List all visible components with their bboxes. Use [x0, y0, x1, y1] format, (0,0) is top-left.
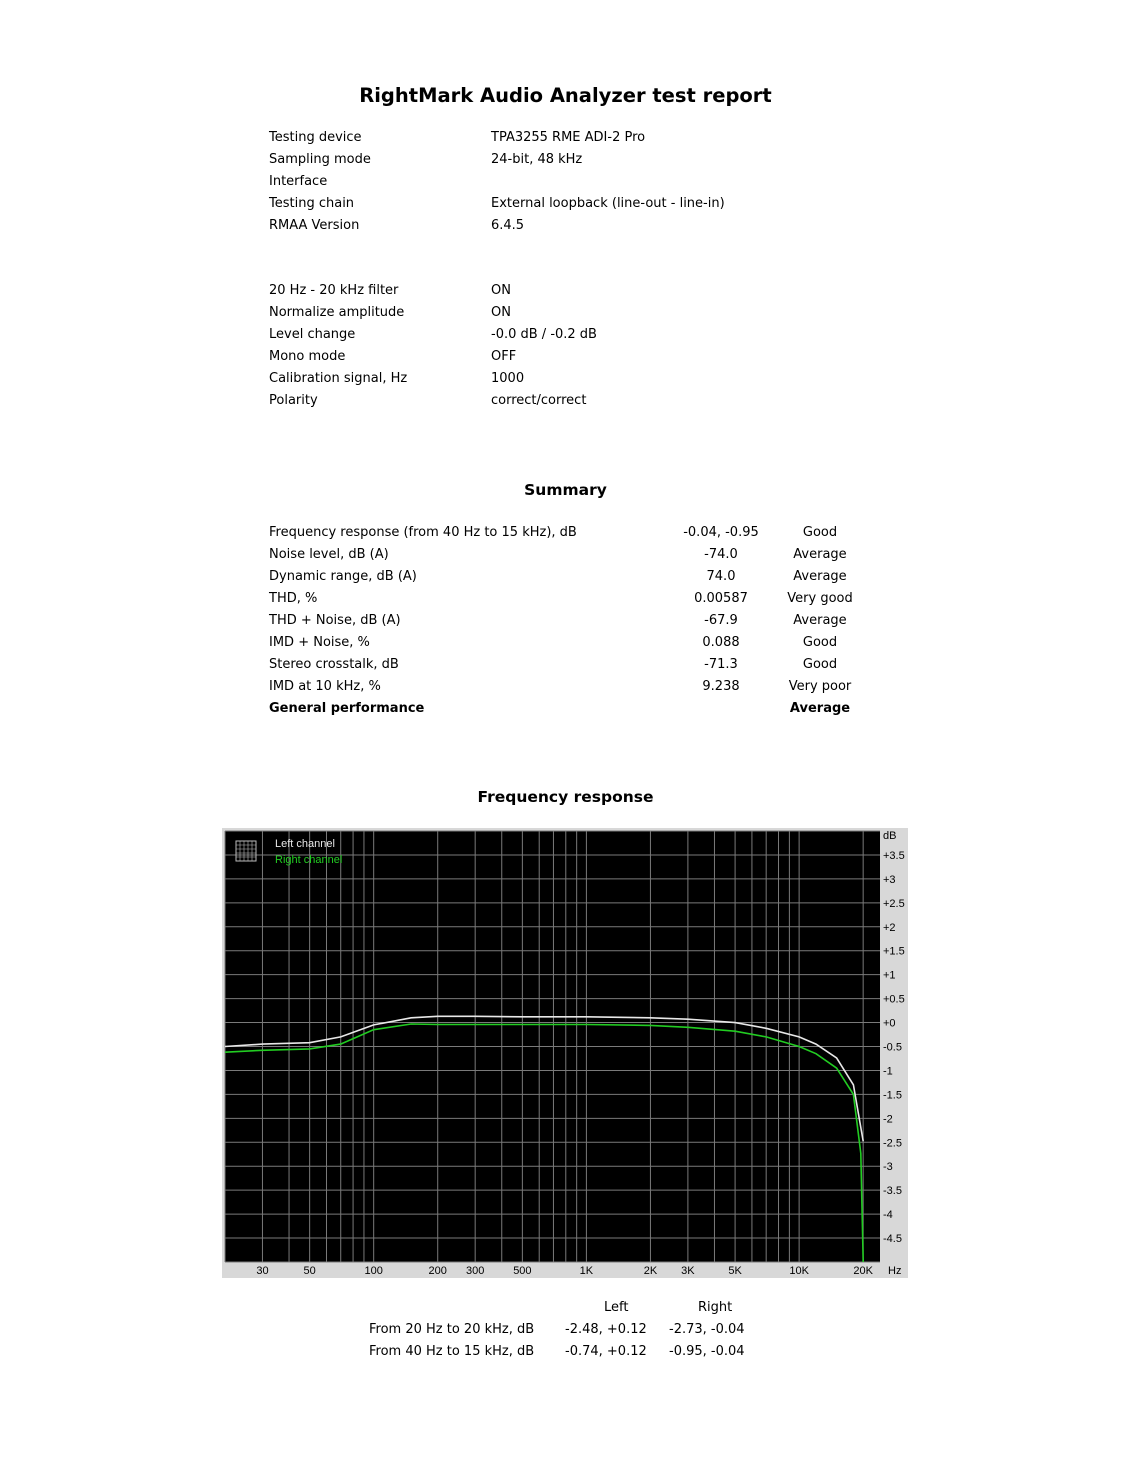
- x-tick-label: 500: [513, 1265, 532, 1277]
- info-value: ON: [491, 305, 511, 320]
- info-key: Sampling mode: [269, 152, 371, 167]
- y-tick-label: +3.5: [883, 849, 905, 862]
- summary-row: [269, 610, 869, 632]
- info-key: Testing device: [269, 130, 362, 145]
- info-key: Normalize amplitude: [269, 305, 405, 320]
- summary-param: Frequency response (from 40 Hz to 15 kHz), dB: [269, 525, 577, 540]
- y-tick-label: -1: [883, 1065, 893, 1078]
- y-tick-label: +2: [883, 921, 896, 934]
- summary-value: 0.00587: [694, 591, 748, 606]
- legend-entry: Right channel: [275, 854, 343, 866]
- info-value: OFF: [491, 349, 517, 364]
- y-tick-label: -3: [883, 1161, 893, 1174]
- info-key: Calibration signal, Hz: [269, 371, 408, 386]
- info-key: RMAA Version: [269, 218, 360, 233]
- summary-title: Summary: [524, 481, 607, 499]
- fr-row-left: -2.48, +0.12: [565, 1322, 647, 1337]
- info-key: Interface: [269, 174, 328, 189]
- info-value: TPA3255 RME ADI-2 Pro: [491, 130, 646, 145]
- y-tick-label: -2: [883, 1113, 893, 1126]
- fr-row-right: -2.73, -0.04: [669, 1322, 745, 1337]
- summary-value: -74.0: [704, 547, 738, 562]
- x-tick-label: 100: [364, 1265, 383, 1277]
- x-tick-label: 200: [428, 1265, 447, 1277]
- info-value: correct/correct: [491, 393, 587, 408]
- general-performance-row: [269, 698, 869, 720]
- x-tick-label: 50: [303, 1265, 316, 1277]
- summary-rating: Very good: [787, 591, 853, 606]
- fr-table-row: [369, 1319, 789, 1341]
- y-unit-label: dB: [883, 830, 897, 842]
- summary-row: [269, 632, 869, 654]
- frequency-response-table: [369, 1297, 789, 1363]
- legend-entry: Left channel: [275, 838, 335, 850]
- summary-param: IMD at 10 kHz, %: [269, 679, 381, 694]
- x-tick-label: 2K: [643, 1265, 658, 1277]
- y-tick-label: -2.5: [883, 1137, 902, 1150]
- info-value: External loopback (line-out - line-in): [491, 196, 725, 211]
- fr-table-header: [369, 1297, 789, 1319]
- x-tick-label: 30: [256, 1265, 269, 1277]
- summary-value: 0.088: [702, 635, 740, 650]
- summary-param: Stereo crosstalk, dB: [269, 657, 399, 672]
- summary-param: Dynamic range, dB (A): [269, 569, 417, 584]
- left-header: Left: [604, 1300, 629, 1315]
- y-tick-label: +2.5: [883, 897, 905, 910]
- y-tick-label: -0.5: [883, 1041, 902, 1054]
- frequency-response-title: Frequency response: [477, 788, 654, 806]
- summary-row: [269, 522, 869, 544]
- summary-rating: Very poor: [788, 679, 852, 694]
- info-value: -0.0 dB / -0.2 dB: [491, 327, 597, 342]
- fr-row-left: -0.74, +0.12: [565, 1344, 647, 1359]
- summary-param: Noise level, dB (A): [269, 547, 389, 562]
- x-tick-label: 5K: [728, 1265, 742, 1277]
- summary-param: THD, %: [269, 591, 318, 606]
- info-key: Mono mode: [269, 349, 346, 364]
- summary-row: [269, 654, 869, 676]
- info-value: 1000: [491, 371, 525, 386]
- summary-row: [269, 676, 869, 698]
- summary-value: 9.238: [702, 679, 740, 694]
- y-tick-label: +1.5: [883, 945, 905, 958]
- info-value: ON: [491, 283, 511, 298]
- summary-rating: Average: [793, 547, 847, 562]
- summary-table: [269, 522, 869, 720]
- y-tick-label: +1: [883, 969, 896, 982]
- x-tick-label: 1K: [579, 1265, 594, 1277]
- y-tick-label: +0: [883, 1017, 896, 1030]
- x-unit-label: Hz: [888, 1265, 902, 1277]
- y-tick-label: -4.5: [883, 1233, 902, 1246]
- summary-param: IMD + Noise, %: [269, 635, 370, 650]
- info-value: 24-bit, 48 kHz: [491, 152, 583, 167]
- x-tick-label: 3K: [681, 1265, 695, 1277]
- summary-param: THD + Noise, dB (A): [269, 613, 401, 628]
- fr-row-right: -0.95, -0.04: [669, 1344, 745, 1359]
- y-tick-label: -3.5: [883, 1185, 902, 1198]
- fr-table-row: [369, 1341, 789, 1363]
- y-tick-label: -1.5: [883, 1089, 902, 1102]
- summary-value: -67.9: [704, 613, 738, 628]
- summary-rating: Good: [802, 635, 838, 650]
- summary-rating: Average: [793, 569, 847, 584]
- frequency-response-chart: [222, 828, 908, 1278]
- summary-row: [269, 588, 869, 610]
- summary-value: -0.04, -0.95: [683, 525, 759, 540]
- info-key: Testing chain: [269, 196, 355, 211]
- summary-rating: Good: [802, 525, 838, 540]
- x-tick-label: 300: [465, 1265, 485, 1277]
- general-performance-label: General performance: [269, 701, 425, 716]
- fr-row-label: From 40 Hz to 15 kHz, dB: [369, 1344, 535, 1359]
- summary-rating: Good: [802, 657, 838, 672]
- report-title: RightMark Audio Analyzer test report: [359, 84, 772, 107]
- summary-rating: Average: [793, 613, 847, 628]
- info-value: 6.4.5: [491, 218, 525, 233]
- info-key: 20 Hz - 20 kHz filter: [269, 283, 399, 298]
- fr-row-label: From 20 Hz to 20 kHz, dB: [369, 1322, 535, 1337]
- y-tick-label: +3: [883, 873, 896, 886]
- general-performance-rating: Average: [789, 701, 851, 716]
- y-tick-label: -4: [883, 1209, 893, 1222]
- summary-value: 74.0: [706, 569, 736, 584]
- y-tick-label: +0.5: [883, 993, 905, 1006]
- info-key: Level change: [269, 327, 356, 342]
- summary-row: [269, 544, 869, 566]
- summary-value: -71.3: [704, 657, 738, 672]
- x-tick-label: 20K: [853, 1265, 873, 1277]
- x-tick-label: 10K: [789, 1265, 809, 1277]
- info-key: Polarity: [269, 393, 318, 408]
- right-header: Right: [698, 1300, 733, 1315]
- summary-row: [269, 566, 869, 588]
